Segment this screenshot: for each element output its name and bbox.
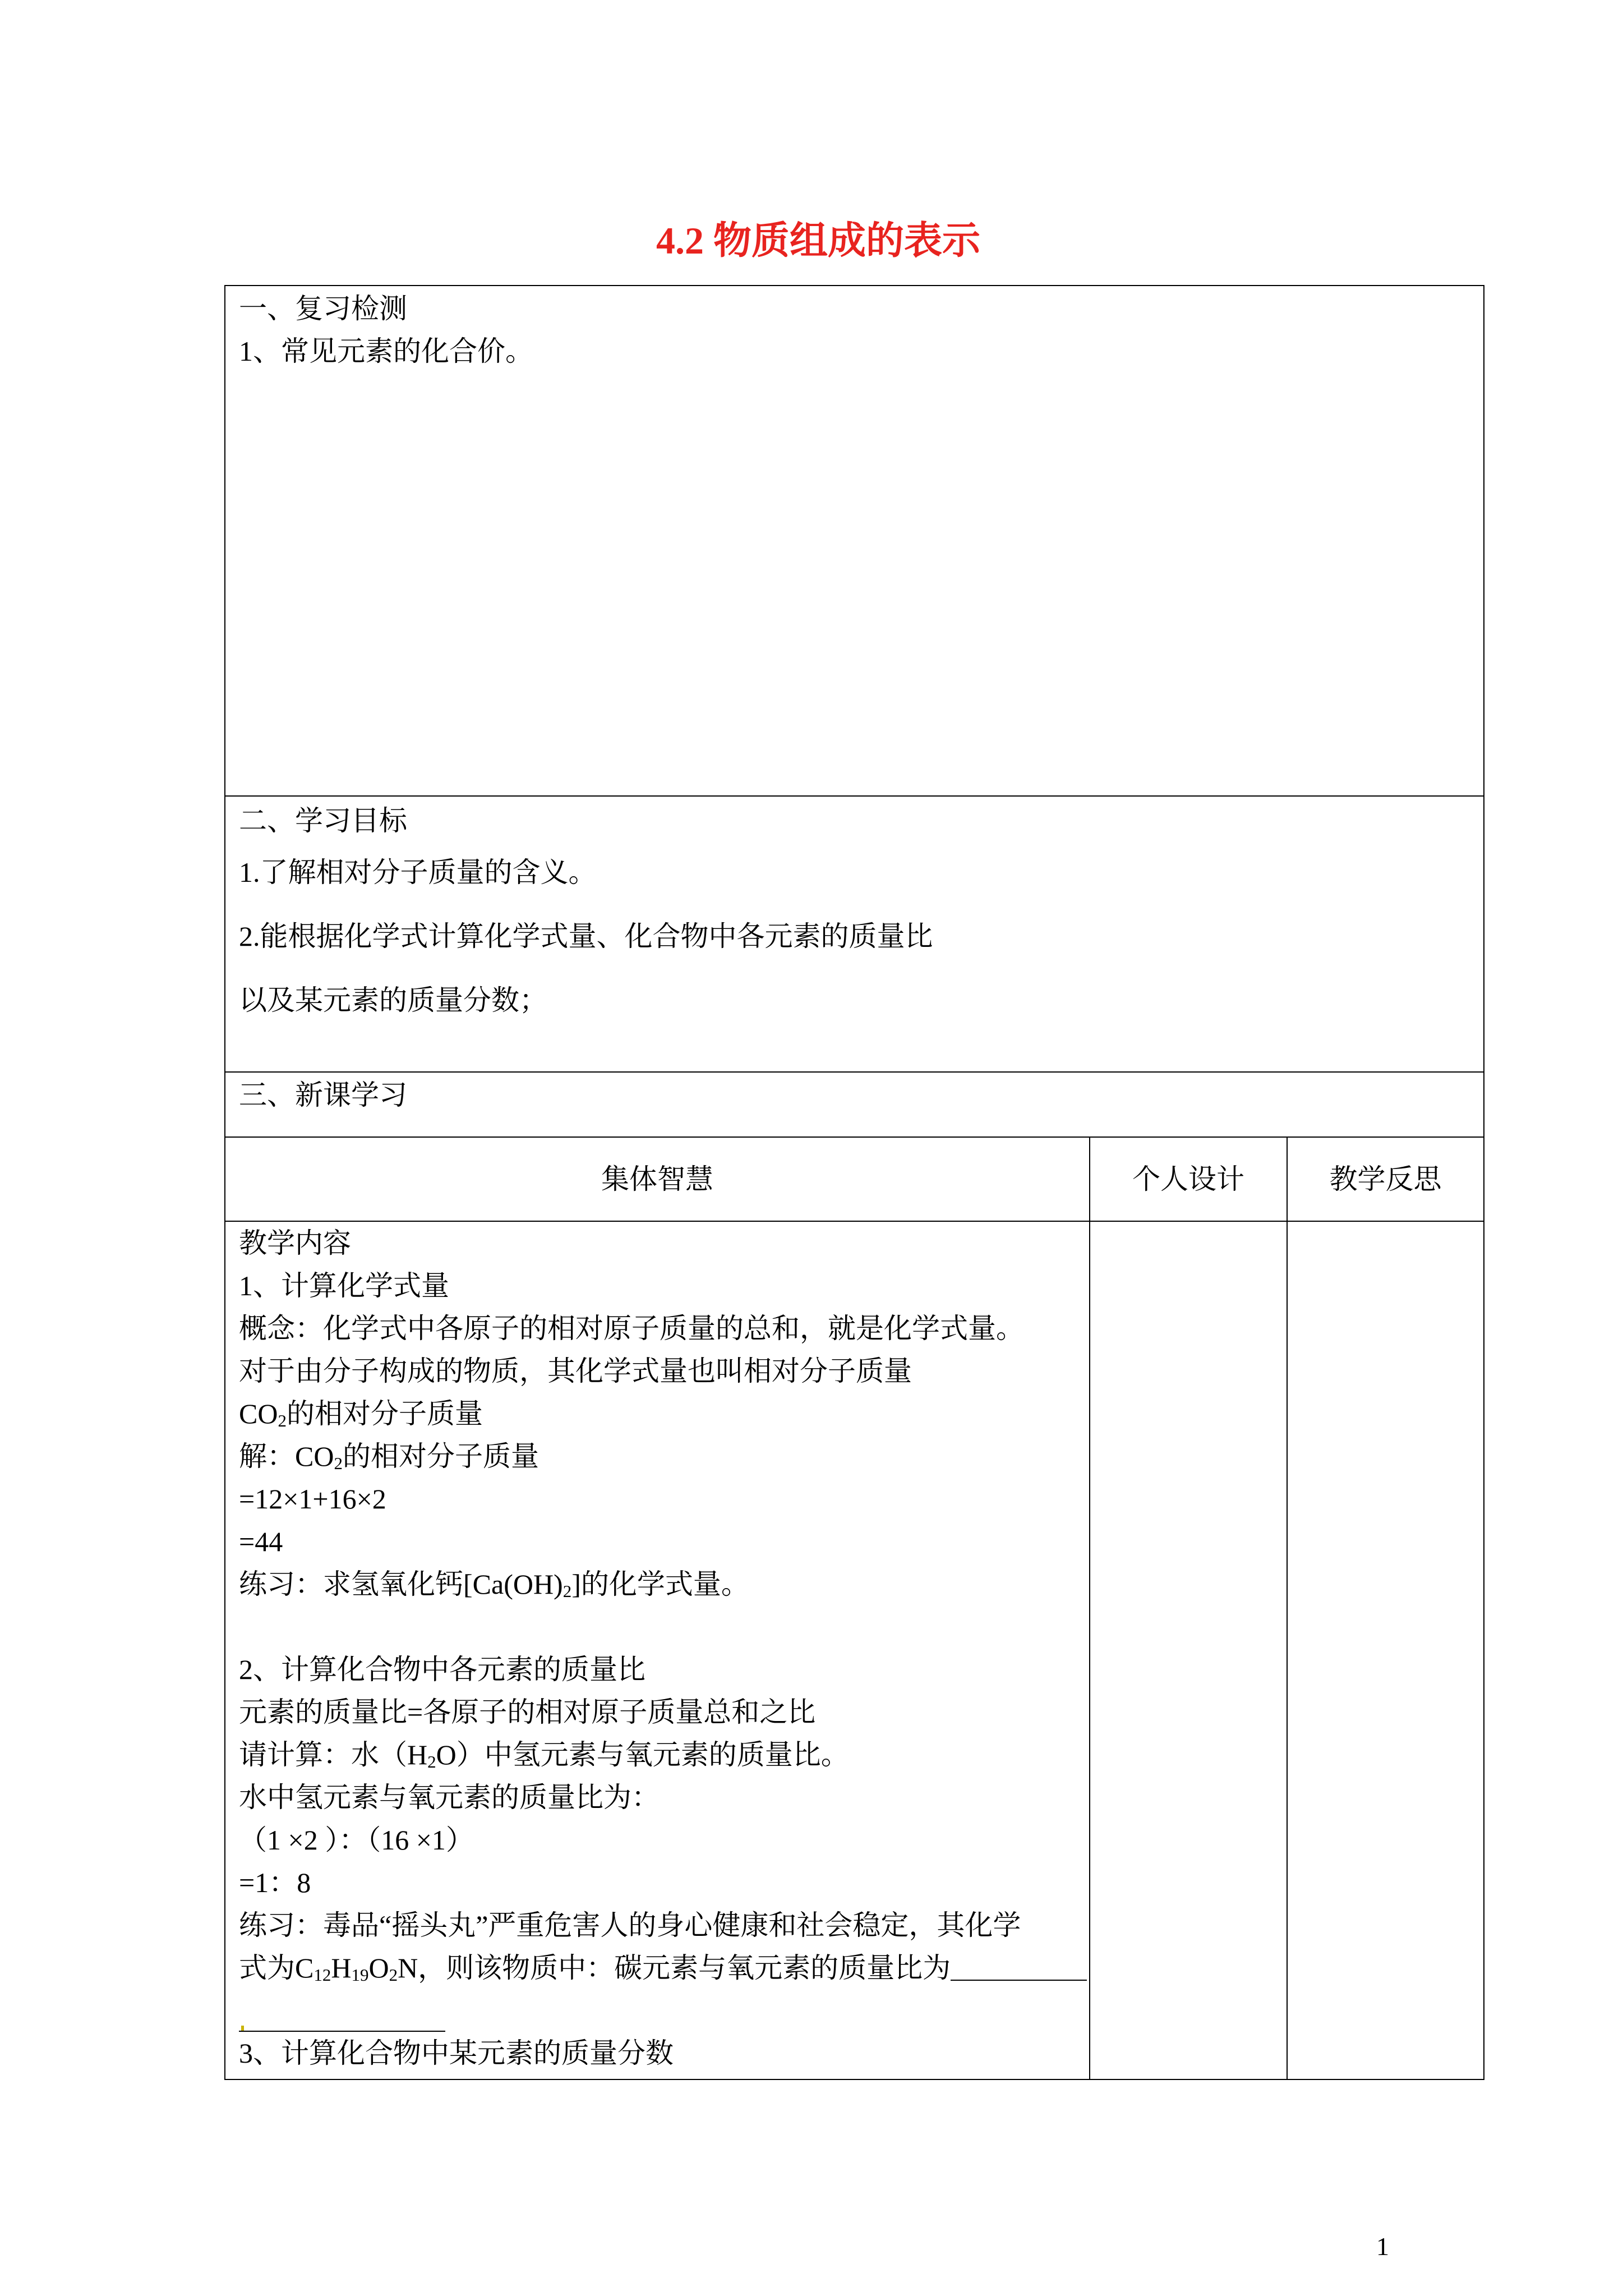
subscript: 12: [313, 1965, 331, 1985]
answer-blank-line: [239, 1989, 1087, 2032]
answer-blank: [239, 2031, 445, 2032]
subscript: 2: [389, 1965, 398, 1985]
objective-item: 以及某元素的质量分数；: [239, 984, 547, 1016]
subscript: 2: [278, 1411, 287, 1431]
objectives-section: [225, 797, 1483, 1073]
section-heading: 一、复习检测: [239, 293, 407, 324]
line-text: 解：CO: [239, 1441, 334, 1472]
review-item: 1、常见元素的化合价。: [239, 335, 533, 367]
collective-wisdom-cell: [225, 1222, 1090, 2079]
personal-design-cell: [1090, 1222, 1288, 2079]
practice-formula-line: [239, 1947, 1087, 1989]
column-header-teaching-reflection: 教学反思: [1329, 1163, 1442, 1195]
content-label: 教学内容: [239, 1227, 351, 1259]
calculation-line: =1：8: [239, 1867, 311, 1898]
review-section: [225, 286, 1483, 797]
practice-line: 练习：毒品“摇头丸”严重危害人的身心健康和社会稳定，其化学: [239, 1910, 1021, 1941]
topic-line: 元素的质量比=各原子的相对原子质量总和之比: [239, 1696, 816, 1728]
line-text: 的相对分子质量: [342, 1441, 539, 1472]
teaching-reflection-cell: [1288, 1222, 1483, 2079]
page-number: 1: [1376, 2232, 1389, 2261]
topic-heading: 3、计算化合物中某元素的质量分数: [239, 2037, 674, 2069]
column-header-personal-design: 个人设计: [1090, 1138, 1288, 1221]
topic-line: 对于由分子构成的物质，其化学式量也叫相对分子质量: [239, 1355, 912, 1387]
section-heading: 二、学习目标: [239, 805, 407, 836]
line-text: O）中氢元素与氧元素的质量比。: [436, 1739, 849, 1770]
topic-line: 水中氢元素与氧元素的质量比为：: [239, 1782, 660, 1813]
subscript: 2: [334, 1453, 343, 1474]
line-text: O: [368, 1952, 389, 1984]
formula-line: [239, 1435, 1087, 1478]
objective-item: 2.能根据化学式计算化学式量、化合物中各元素的质量比: [239, 921, 933, 952]
content-row: [225, 1222, 1483, 2079]
objective-item: 1.了解相对分子质量的含义。: [239, 857, 597, 888]
practice-line: [239, 1563, 1087, 1605]
subscript: 2: [562, 1581, 572, 1602]
lesson-table: [224, 285, 1484, 2080]
subscript: 19: [351, 1965, 369, 1985]
line-text: H: [331, 1952, 352, 1984]
line-text: 的相对分子质量: [286, 1398, 483, 1429]
line-text: N，则该物质中：碳元素与氧元素的质量比为: [398, 1952, 951, 1984]
formula-line: [239, 1733, 1087, 1776]
line-text: CO: [239, 1398, 278, 1429]
calculation-line: =44: [239, 1526, 283, 1557]
line-text: ]的化学式量。: [571, 1568, 749, 1600]
topic-line: 概念：化学式中各原子的相对原子质量的总和，就是化学式量。: [239, 1313, 1024, 1344]
formula-line: [239, 1392, 1087, 1435]
section-heading: 三、新课学习: [239, 1079, 407, 1111]
column-header-collective-wisdom: 集体智慧: [225, 1138, 1090, 1221]
document-title: 4.2 物质组成的表示: [656, 219, 980, 262]
new-lesson-section: [225, 1073, 1483, 1138]
answer-blank: [951, 1980, 1087, 1981]
line-text: 式为C: [239, 1952, 314, 1984]
line-text: 请计算：水（H: [239, 1739, 428, 1770]
column-header-row: [225, 1138, 1483, 1222]
calculation-line: =12×1+16×2: [239, 1483, 386, 1515]
topic-heading: 1、计算化学式量: [239, 1270, 449, 1301]
topic-heading: 2、计算化合物中各元素的质量比: [239, 1654, 645, 1685]
formula-text: [239, 1947, 951, 1989]
blank-line: [239, 1605, 1087, 1648]
line-text: 练习：求氢氧化钙[Ca(OH): [239, 1568, 563, 1600]
subscript: 2: [427, 1752, 436, 1772]
ink-mark: [241, 2026, 244, 2031]
calculation-line: （1 ×2 ）：（16 ×1）: [239, 1824, 474, 1856]
